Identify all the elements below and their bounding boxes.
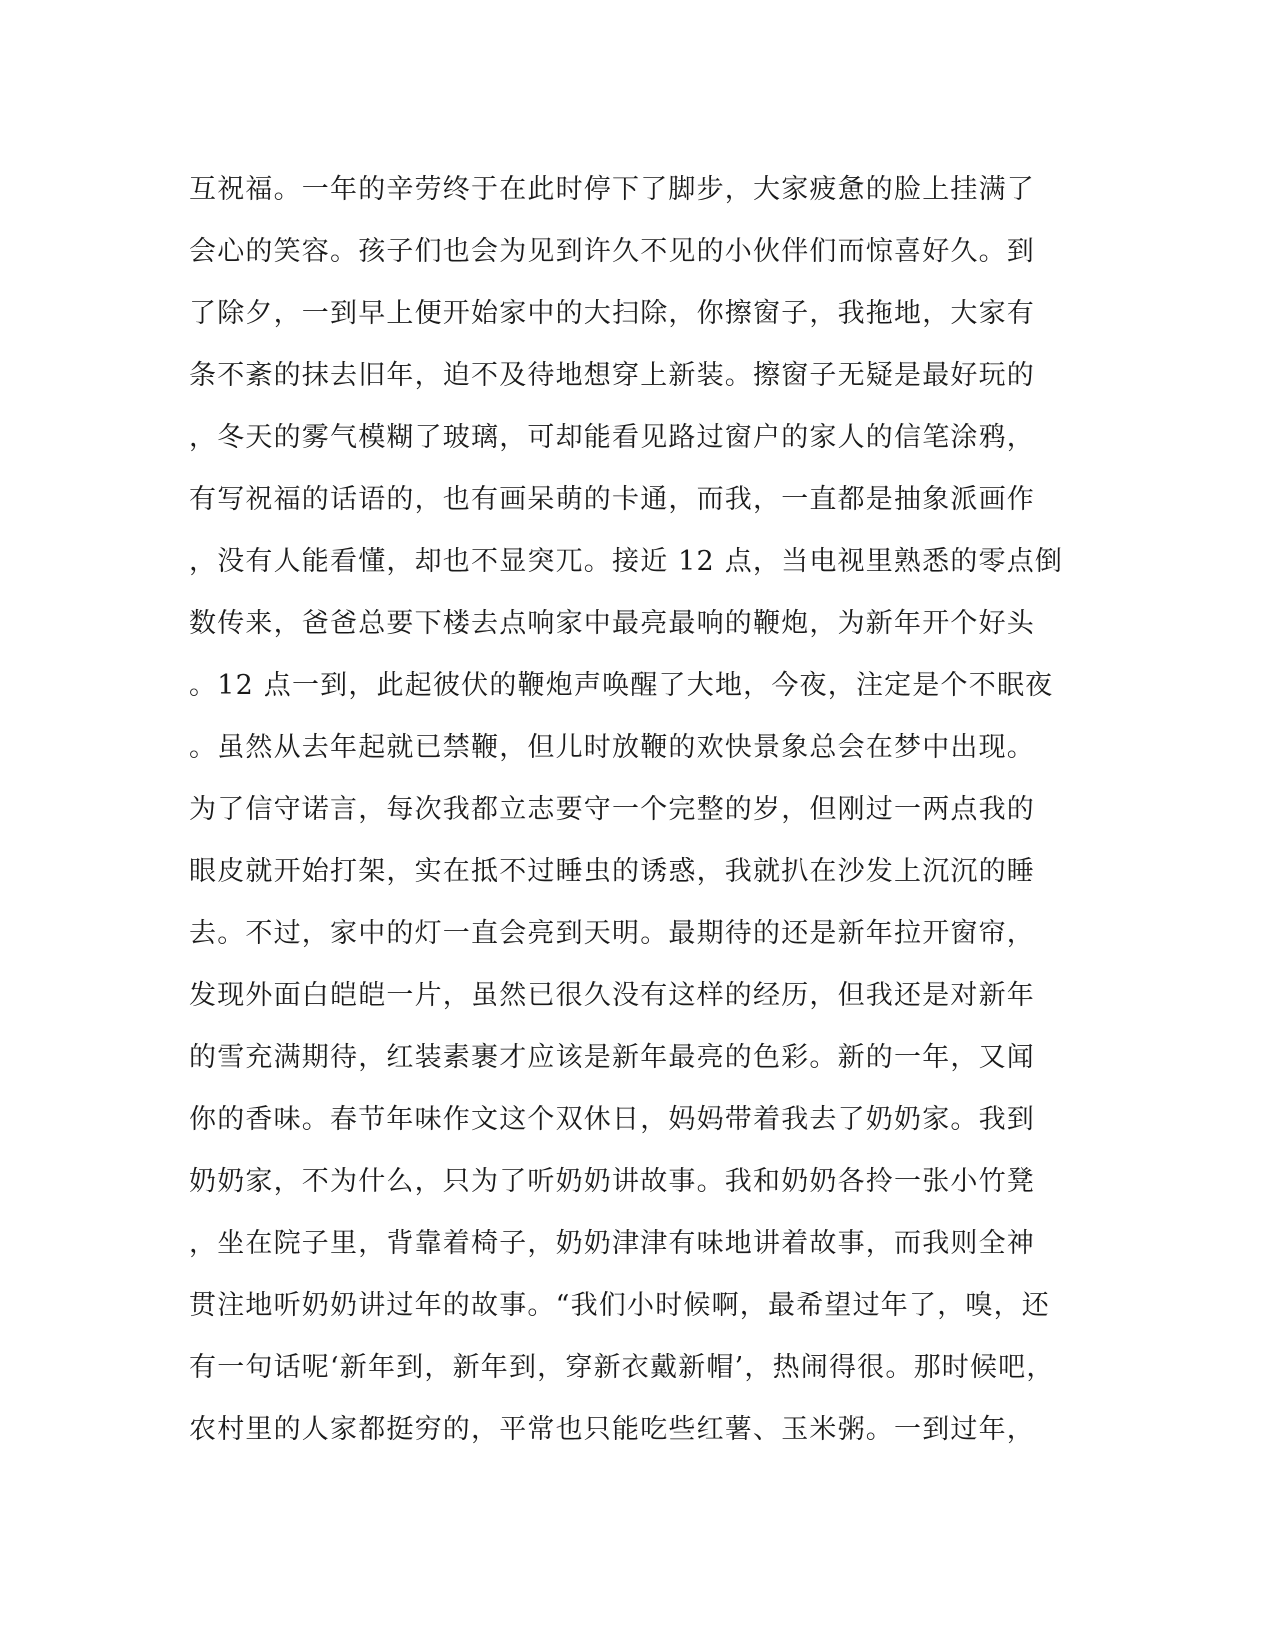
- text-line: 贯注地听奶奶讲过年的故事。“我们小时候啊，最希望过年了，嗅，还: [189, 1290, 1051, 1321]
- text-line: 数传来，爸爸总要下楼去点响家中最亮最响的鞭炮，为新年开个好头: [189, 608, 1035, 639]
- text-line: 有一句话呢‘新年到，新年到，穿新衣戴新帽’，热闹得很。那时候吧，: [189, 1352, 1055, 1383]
- text-line: 会心的笑容。孩子们也会为见到许久不见的小伙伴们而惊喜好久。到: [189, 236, 1035, 267]
- text-line: 去。不过，家中的灯一直会亮到天明。最期待的还是新年拉开窗帘，: [189, 918, 1035, 949]
- text-line: 的雪充满期待，红装素裹才应该是新年最亮的色彩。新的一年，又闻: [189, 1042, 1035, 1073]
- text-line: ，坐在院子里，背靠着椅子，奶奶津津有味地讲着故事，而我则全神: [189, 1228, 1035, 1259]
- text-line: 条不紊的抹去旧年，迫不及待地想穿上新装。擦窗子无疑是最好玩的: [189, 360, 1035, 391]
- text-line: 奶奶家，不为什么，只为了听奶奶讲故事。我和奶奶各拎一张小竹凳: [189, 1166, 1035, 1197]
- text-line: 互祝福。一年的辛劳终于在此时停下了脚步，大家疲惫的脸上挂满了: [189, 174, 1035, 205]
- text-line: 有写祝福的话语的，也有画呆萌的卡通，而我，一直都是抽象派画作: [189, 484, 1035, 515]
- text-line: 发现外面白皑皑一片，虽然已很久没有这样的经历，但我还是对新年: [189, 980, 1035, 1011]
- text-line: 了除夕，一到早上便开始家中的大扫除，你擦窗子，我拖地，大家有: [189, 298, 1035, 329]
- body-text: [189, 159, 1089, 1461]
- text-line: 。12 点一到，此起彼伏的鞭炮声唤醒了大地，今夜，注定是个不眠夜: [189, 670, 1054, 701]
- text-line: ，冬天的雾气模糊了玻璃，可却能看见路过窗户的家人的信笔涂鸦，: [189, 422, 1035, 453]
- text-line: ，没有人能看懂，却也不显突兀。接近 12 点，当电视里熟悉的零点倒: [189, 546, 1064, 577]
- text-line: 为了信守诺言，每次我都立志要守一个完整的岁，但刚过一两点我的: [189, 794, 1035, 825]
- text-line: 眼皮就开始打架，实在抵不过睡虫的诱惑，我就扒在沙发上沉沉的睡: [189, 856, 1035, 887]
- text-line: 。虽然从去年起就已禁鞭，但儿时放鞭的欢快景象总会在梦中出现。: [189, 732, 1035, 763]
- text-line: 农村里的人家都挺穷的，平常也只能吃些红薯、玉米粥。一到过年，: [189, 1414, 1035, 1445]
- text-line: 你的香味。春节年味作文这个双休日，妈妈带着我去了奶奶家。我到: [189, 1104, 1035, 1135]
